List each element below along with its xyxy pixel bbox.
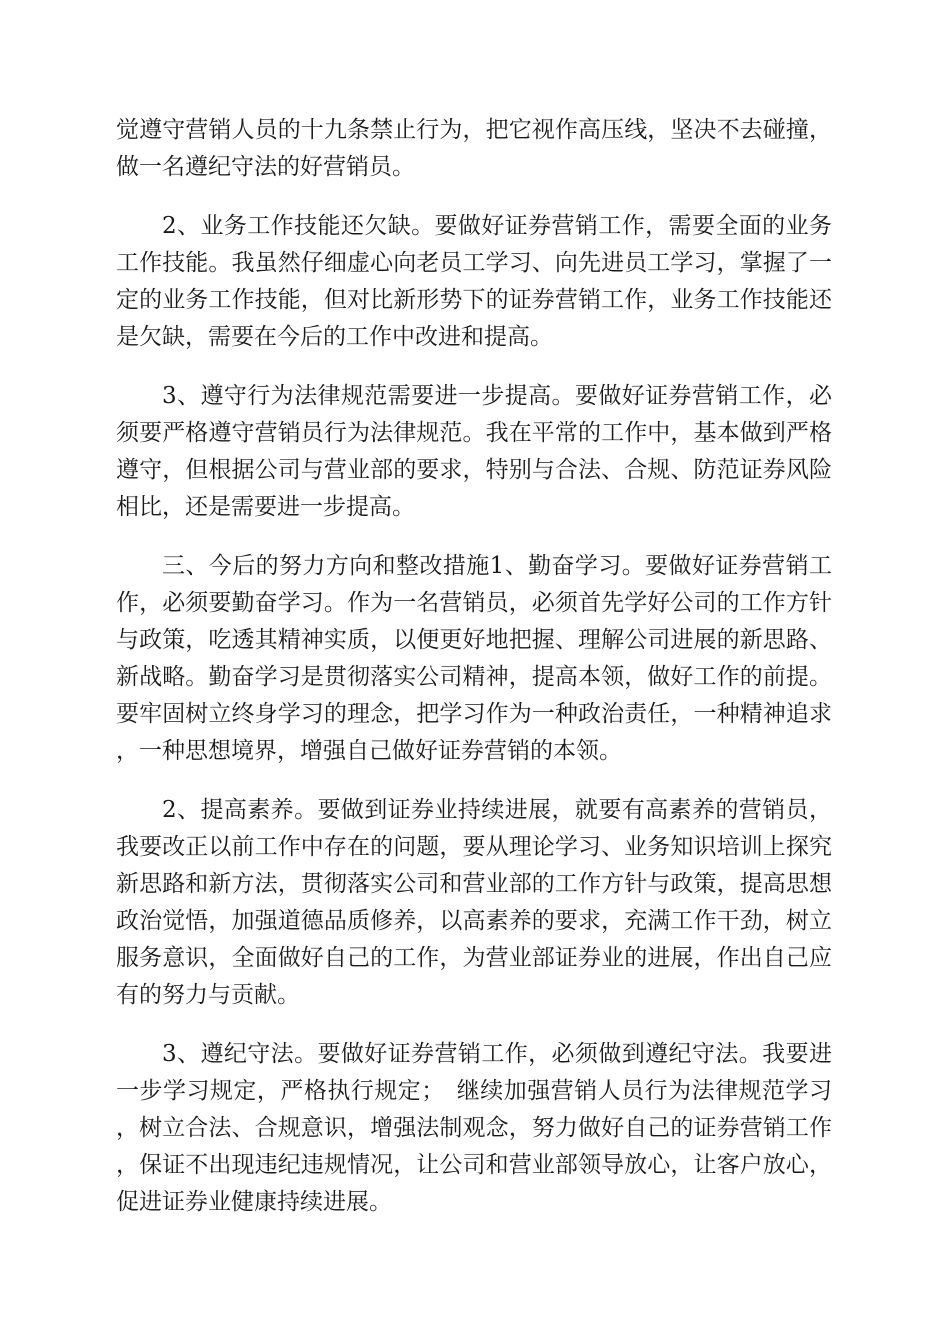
paragraph-continuation: 觉遵守营销人员的十九条禁止行为，把它视作高压线，坚决不去碰撞，做一名遵纪守法的好营销员。: [116, 117, 832, 180]
paragraph-quality: 2、提高素养。要做到证券业持续进展，就要有高素养的营销员，我要改正以前工作中存在的问题，要从理论学习、业务知识培训上探究新思路和新方法，贯彻落实公司和营业部的工作方针与政策，提高思想政治觉悟，加强道德品质修养，以高素养的要求，充满工作干劲，树立服务意识，全面做好自己的工作，为营业部证券业的进展，作出自己应有的努力与贡献。: [116, 797, 832, 1008]
paragraph-compliance: 3、遵守行为法律规范需要进一步提高。要做好证券营销工作，必须要严格遵守营销员行为法律规范。我在平常的工作中，基本做到严格遵守，但根据公司与营业部的要求，特别与合法、合规、防范证券风险相比，还是需要进一步提高。: [116, 383, 832, 520]
paragraph-skills: 2、业务工作技能还欠缺。要做好证券营销工作，需要全面的业务工作技能。我虽然仔细虚心向老员工学习、向先进员工学习，掌握了一定的业务工作技能，但对比新形势下的证券营销工作，业务工作技能还是欠缺，需要在今后的工作中改进和提高。: [116, 213, 832, 350]
paragraph-direction-study: 三、今后的努力方向和整改措施1、勤奋学习。要做好证券营销工作，必须要勤奋学习。作为一名营销员，必须首先学好公司的工作方针与政策，吃透其精神实质，以便更好地把握、理解公司进展的新思路、新战略。勤奋学习是贯彻落实公司精神，提高本领，做好工作的前提。要牢固树立终身学习的理念，把学习作为一种政治责任，一种精神追求，一种思想境界，增强自己做好证券营销的本领。: [116, 553, 832, 764]
document-body: [116, 112, 832, 1243]
paragraph-law: 3、遵纪守法。要做好证券营销工作，必须做到遵纪守法。我要进一步学习规定，严格执行规定； 继续加强营销人员行为法律规范学习，树立合法、合规意识，增强法制观念，努力做好自己的证券营销工作，保证不出现违纪违规情况，让公司和营业部领导放心，让客户放心，促进证券业健康持续进展。: [116, 1041, 832, 1215]
